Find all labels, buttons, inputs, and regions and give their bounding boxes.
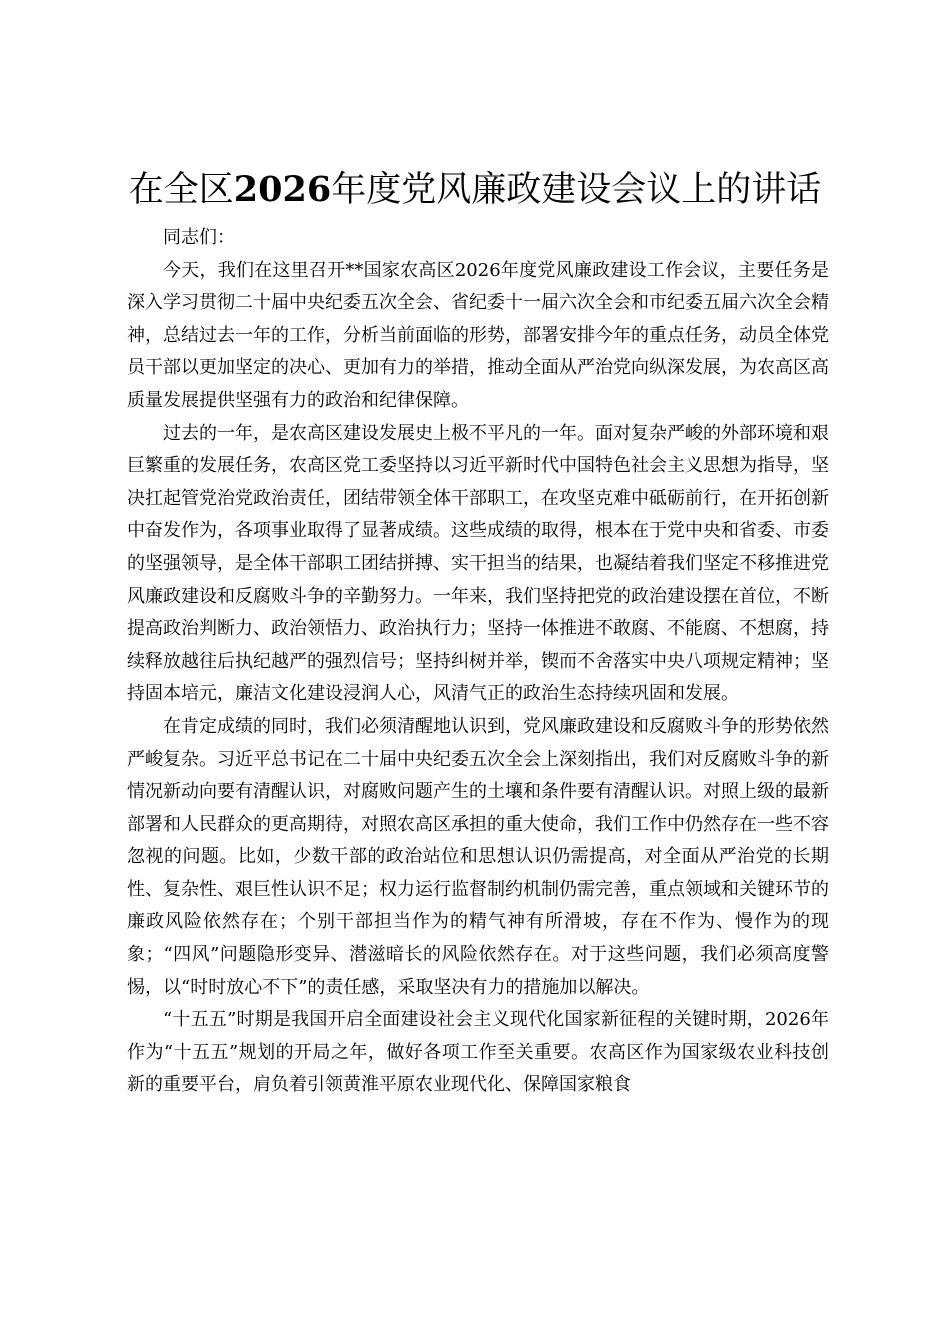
title-prefix: 在全区 bbox=[128, 170, 234, 210]
title-suffix: 年度党风廉政建设会议上的讲话 bbox=[331, 170, 822, 210]
paragraph-1: 今天，我们在这里召开**国家农高区2026年度党风廉政建设工作会议，主要任务是深入学习贯彻二十届中央纪委五次全会、省纪委十一届六次全会和市纪委五届六次全会精神，总结过去一年的工作，分析当前面临的形势，部署安排今年的重点任务，动员全体党员干部以更加坚定的决心、更加有力的举措，推动全面从严治党向纵深发展，为农高区高质量发展提供坚强有力的政治和纪律保障。 bbox=[127, 259, 829, 411]
document-title bbox=[60, 166, 890, 214]
title-year: 2026 bbox=[233, 169, 332, 210]
paragraph-2: 过去的一年，是农高区建设发展史上极不平凡的一年。面对复杂严峻的外部环境和艰巨繁重的发展任务，农高区党工委坚持以习近平新时代中国特色社会主义思想为指导，坚决扛起管党治党政治责任，团结带领全体干部职工，在攻坚克难中砥砺前行，在开拓创新中奋发作为，各项事业取得了显著成绩。这些成绩的取得，根本在于党中央和省委、市委的坚强领导，是全体干部职工团结拼搏、实干担当的结果，也凝结着我们坚定不移推进党风廉政建设和反腐败斗争的辛勤努力。一年来，我们坚持把党的政治建设摆在首位，不断提高政治判断力、政治领悟力、政治执行力；坚持一体推进不敢腐、不能腐、不想腐，持续释放越往后执纪越严的强烈信号；坚持纠树并举，锲而不舍落实中央八项规定精神；坚持固本培元，廉洁文化建设浸润人心，风清气正的政治生态持续巩固和发展。 bbox=[127, 422, 829, 705]
greeting: 同志们： bbox=[163, 227, 235, 248]
paragraph-4: “十五五”时期是我国开启全面建设社会主义现代化国家新征程的关键时期，2026年作为“十五五”规划的开局之年，做好各项工作至关重要。农高区作为国家级农业科技创新的重要平台，肩负着引领黄淮平原农业现代化、保障国家粮食 bbox=[127, 1009, 829, 1096]
paragraph-3: 在肯定成绩的同时，我们必须清醒地认识到，党风廉政建设和反腐败斗争的形势依然严峻复杂。习近平总书记在二十届中央纪委五次全会上深刻指出，我们对反腐败斗争的新情况新动向要有清醒认识，对腐败问题产生的土壤和条件要有清醒认识。对照上级的最新部署和人民群众的更高期待，对照农高区承担的重大使命，我们工作中仍然存在一些不容忽视的问题。比如，少数干部的政治站位和思想认识仍需提高，对全面从严治党的长期性、复杂性、艰巨性认识不足；权力运行监督制约机制仍需完善，重点领域和关键环节的廉政风险依然存在；个别干部担当作为的精气神有所滑坡，存在不作为、慢作为的现象；“四风”问题隐形变异、潜滋暗长的风险依然存在。对于这些问题，我们必须高度警惕，以“时时放心不下”的责任感，采取坚决有力的措施加以解决。 bbox=[127, 715, 829, 998]
document-body bbox=[127, 222, 829, 1102]
